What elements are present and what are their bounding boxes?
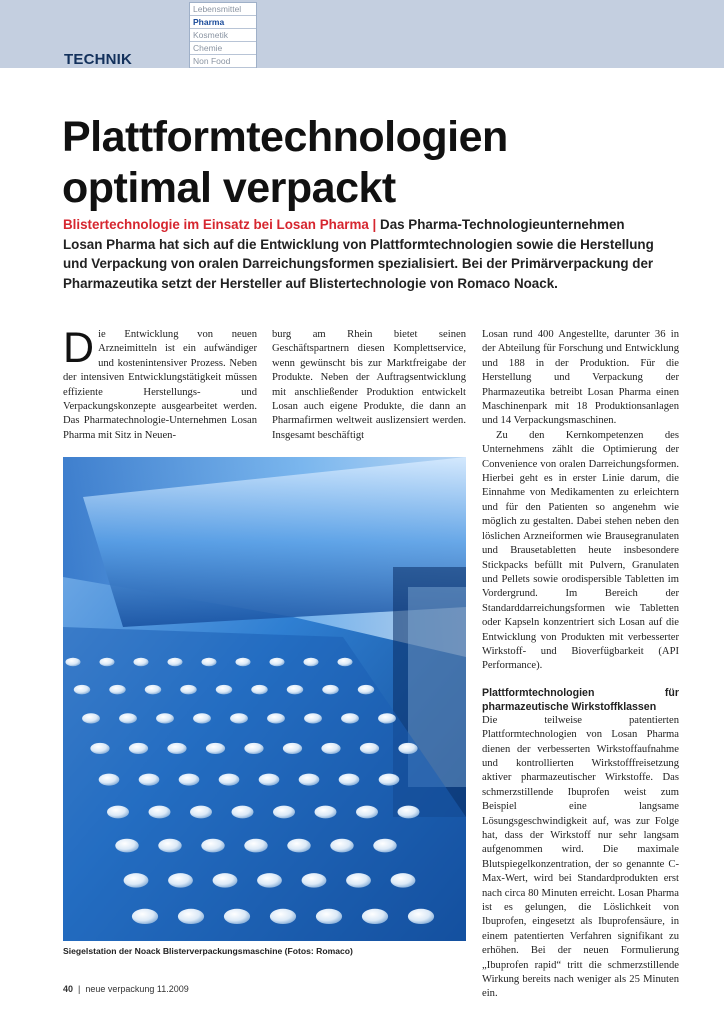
title-line-1: Plattformtechnologien [62,113,508,161]
tablet [168,658,183,667]
tablet [362,909,388,924]
tablet [168,873,193,887]
tablet [109,685,125,694]
tablet [100,658,115,667]
tablet [158,839,181,853]
title-line-2: optimal verpackt [62,164,396,212]
tablet [398,806,420,819]
tablet [206,743,225,754]
tablet [216,685,232,694]
body-column-1 [63,324,257,443]
section-label: TECHNIK [64,51,133,68]
tablet [124,873,149,887]
tablet [378,713,396,723]
tablet [330,839,353,853]
tablet [267,713,285,723]
tablet [316,909,342,924]
tablet [99,774,120,786]
tablet [167,743,186,754]
tablet [315,806,337,819]
tablet [156,713,174,723]
tablet [178,909,204,924]
machine-photo [63,457,466,941]
tablet [219,774,240,786]
tablet [213,873,238,887]
column-3-paragraph-2: Zu den Kernkompetenzen des Unternehmens zählt die Optimierung der Convenience von oralen Darreichungsformen. Hierbei geht es in erster Linie darum, die Einnahme von Medikamenten zu erleichtern und für den Patienten so angenehm wie möglich zu gestalten. Dabei stehen neben den löslichen Arzneiformen wie Brausegranulaten und Brausetabletten heute insbesondere Stickpacks befüllt mit Pulvern, Granulaten und Pellets sowie orodispersible Tabletten im Vordergrund. Im Bereich der Standarddarreichungsformen wie Tabletten oder Kapseln konzentriert sich Losan auf die Entwicklung von Produkten mit verbesserter Wirkstoff- und Bioverfügbarkeit (API Performance). [482,429,679,672]
subheading: Plattformtechnologien für pharmazeutische Wirkstoffklassen [482,686,679,713]
page-number: 40 [63,984,74,994]
tablet [134,658,149,667]
tablet [373,839,396,853]
tablet [66,658,81,667]
tablet [107,806,129,819]
article-title [62,112,662,214]
category-non-food[interactable]: Non Food [190,55,256,68]
tablet [180,685,196,694]
tablet [321,743,340,754]
tablet [74,685,90,694]
tablet [244,743,263,754]
category-lebensmittel[interactable]: Lebensmittel [190,3,256,16]
lead-text: Das Pharma-Technologieunternehmen Losan Pharma hat sich auf die Entwicklung von Plattformtechnologien sowie die Herstellung und Verpackung von oralen Darreichungsformen spezialisiert. Bei der Primärverpackung der Pharmazeutika setzt der Hersteller auf Blistertechnologie von Romaco Noack. [63,217,654,291]
tablet [273,806,295,819]
tablet [287,685,303,694]
drop-cap: D [63,324,95,372]
tablet [341,713,359,723]
lead-kicker: Blistertechnologie im Einsatz bei Losan Pharma | [63,217,377,232]
tablet [224,909,250,924]
column-3-paragraph-3: Die teilweise patentierten Plattformtechnologien von Losan Pharma dienen der verbesserten Wirkstoffaufnahme und kontrollierten Wirkstofffreisetzung aktiver pharmazeutischer Wirkstoffe. Das schmerzstillende Ibuprofen weist zum Beispiel eine langsame Lösungsgeschwindigkeit auf, was zur Folge hat, dass der Wirkstoff nur sehr langsam aufgenommen wird. Die maximale Blutspiegelkonzentration, der so genannte C-Max-Wert, wird bei Standardprodukten erst nach circa 80 Minuten erreicht. Losan Pharma ist es gelungen, die Löslichkeit von Ibuprofen, eingesetzt als Ibuprofensäure, in einem patentierten Verfahren signifikant zu erhöhen. Bei der neuen Formulierung „Ibuprofen rapid“ tritt die schmerzstillende Wirkung bereits nach weniger als 25 Minuten ein. [482,714,679,1000]
page-footer [63,984,189,994]
tablet [302,873,327,887]
tablet [322,685,338,694]
tablet [90,743,109,754]
category-pharma[interactable]: Pharma [190,16,256,29]
tablet [339,774,360,786]
category-chemie[interactable]: Chemie [190,42,256,55]
body-column-3 [482,328,679,1002]
tablet [379,774,400,786]
blister-machine-image [63,457,466,941]
column-3-paragraph-1: Losan rund 400 Angestellte, darunter 36 in der Abteilung für Forschung und Entwicklung und 188 in der Produktion. Für die Herstellung und Verpackung der Pharmazeutika betreibt Losan Pharma einen Maschinenpark mit 18 Produktionsanlagen und 14 Verpackungsmaschinen. [482,329,679,427]
category-nav [189,2,257,68]
tablet [270,909,296,924]
photo-caption: Siegelstation der Noack Blisterverpackungsmaschine (Fotos: Romaco) [63,946,353,956]
tablet [230,713,248,723]
tablet [287,839,310,853]
publication-name: neue verpackung 11.2009 [85,984,189,994]
footer-separator: | [78,984,81,994]
tablet [299,774,320,786]
tablet [257,873,282,887]
tablet [119,713,137,723]
tablet [358,685,374,694]
tablet [270,658,285,667]
tablet [149,806,171,819]
tablet [145,685,161,694]
tablet [179,774,200,786]
tablet [283,743,302,754]
tablet [115,839,138,853]
tablet [304,658,319,667]
tablet [232,806,254,819]
body-column-2 [272,328,466,443]
tablet [304,713,322,723]
tablet [356,806,378,819]
tablet [139,774,160,786]
tablet [244,839,267,853]
tablet [259,774,280,786]
tablet [202,658,217,667]
tablet [132,909,158,924]
tablet [338,658,353,667]
column-1-text: ie Entwicklung von neuen Arzneimitteln ist ein aufwändiger und kostenintensiver Prozess. Neben der intensiven Entwicklungstätigkeit müssen effiziente Herstellungs- und Verpackungskonzepte ausgearbeitet werden. Das Pharmatechnologie-Unternehmen Losan Pharma mit Sitz in Neuen- [63,329,257,441]
tablet [360,743,379,754]
tablet [408,909,434,924]
tablet [391,873,416,887]
column-2-text: burg am Rhein bietet seinen Geschäftspartnern diesen Komplettservice, wenn gewünscht bis zur Marktfreigabe der Produkte. Neben der Auftragsentwicklung mit anschließender Produktion entwickelt Losan auch eigene Produkte, die dann an Pharmafirmen weltweit auslizensiert werden. Insgesamt beschäftigt [272,329,466,441]
tablet [398,743,417,754]
tablet [251,685,267,694]
tablet [193,713,211,723]
tablet [201,839,224,853]
article-lead [63,215,663,293]
tablet [129,743,148,754]
tablet [190,806,212,819]
tablet [82,713,100,723]
category-kosmetik[interactable]: Kosmetik [190,29,256,42]
tablet [346,873,371,887]
tablet [236,658,251,667]
